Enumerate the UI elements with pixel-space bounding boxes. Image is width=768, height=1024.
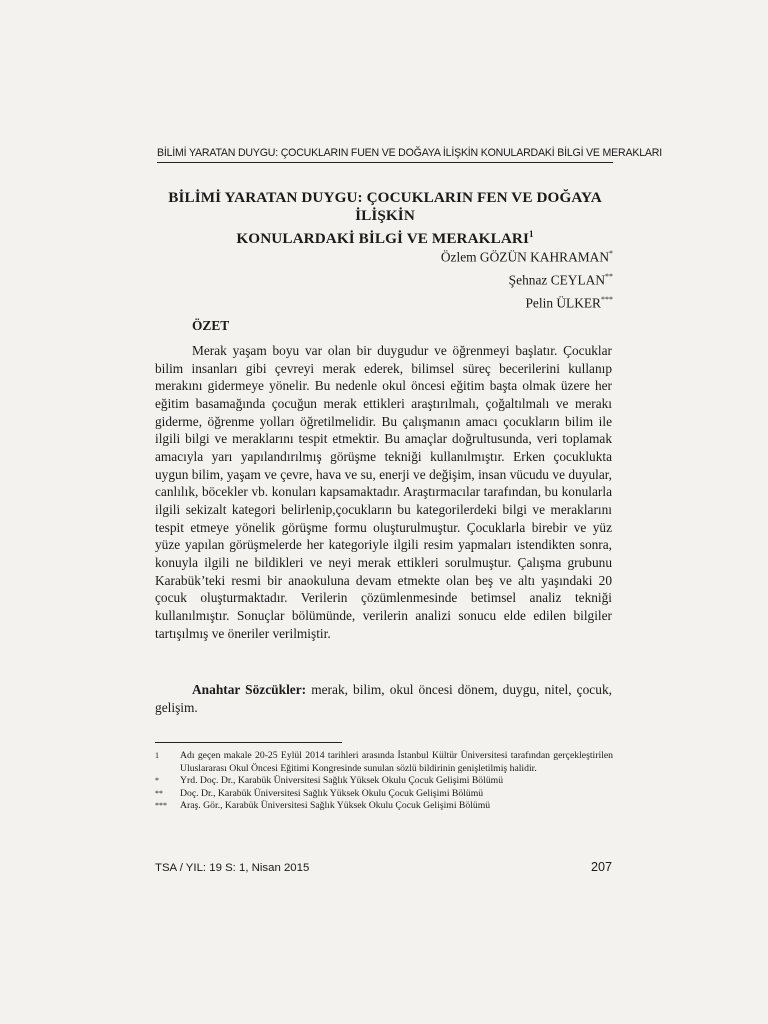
page-footer (155, 860, 612, 874)
footnote (155, 775, 613, 788)
footnote-mark: ** (155, 788, 163, 798)
article-title (150, 189, 620, 248)
author-mark: ** (605, 271, 613, 281)
journal-info: TSA / YIL: 19 S: 1, Nisan 2015 (155, 862, 310, 874)
author-name: Özlem GÖZÜN KAHRAMAN (440, 249, 609, 265)
title-line-1: BİLİMİ YARATAN DUYGU: ÇOCUKLARIN FEN VE DOĞAYA İLİŞKİN (168, 189, 602, 224)
footnote (155, 800, 613, 813)
footnote-divider (155, 742, 342, 743)
author-name: Şehnaz CEYLAN (508, 272, 605, 288)
author-mark: *** (601, 294, 613, 304)
author (441, 267, 613, 290)
footnote-text: Yrd. Doç. Dr., Karabük Üniversitesi Sağlık Yüksek Okulu Çocuk Gelişimi Bölümü (180, 775, 504, 787)
author (441, 244, 613, 267)
title-line-2: KONULARDAKİ BİLGİ VE MERAKLARI (236, 230, 529, 248)
author-mark: * (609, 249, 613, 258)
author (441, 290, 613, 313)
footnotes (155, 750, 613, 813)
keywords (155, 681, 612, 717)
keywords-text: merak, bilim, okul öncesi dönem, duygu, nitel, çocuk, gelişim. (155, 682, 612, 715)
keywords-label: Anahtar Sözcükler: (192, 682, 307, 697)
footnote-text: Adı geçen makale 20-25 Eylül 2014 tarihleri arasında İstanbul Kültür Üniversitesi tarafından gerçekleştirilen Uluslararası Okul Öncesi Eğitimi Kongresinde sunulan sözlü bildirinin genişletilmiş halidir. (180, 750, 613, 774)
abstract-heading: ÖZET (192, 318, 230, 333)
footnote-text: Doç. Dr., Karabük Üniversitesi Sağlık Yüksek Okulu Çocuk Gelişimi Bölümü (180, 787, 484, 799)
footnote (155, 788, 613, 801)
footnote-text: Araş. Gör., Karabük Üniversitesi Sağlık Yüksek Okulu Çocuk Gelişimi Bölümü (180, 800, 491, 812)
running-head: BİLİMİ YARATAN DUYGU: ÇOCUKLARIN FUEN VE DOĞAYA İLİŞKİN KONULARDAKİ BİLGİ VE MERAKLARI (157, 147, 613, 163)
title-footnote-mark: 1 (528, 229, 534, 239)
footnote (155, 750, 613, 775)
abstract-text: Merak yaşam boyu var olan bir duygudur ve öğrenmeyi başlatır. Çocuklar bilim insanları gibi çevreyi merak ederek, bilimsel süreç becerilerini kullanıp merakını gidermeye yönelir. Bu nedenle okul öncesi eğitim başta olmak üzere her eğitim basamağında çocuğun merak ettikleri araştırılmalı, çoğaltılmalı ve merakı giderme, öğrenme yolları öğretilmelidir. Bu çalışmanın amacı çocukların bilim ile ilgili bilgi ve meraklarını tespit etmektir. Bu amaçlar doğrultusunda, veri toplamak amacıyla yarı yapılandırılmış görüşme tekniği kullanılmıştır. Erken çocuklukta uygun bilim, yaşam ve çevre, hava ve su, enerji ve değişim, insan vücudu ve duyular, canlılık, böcekler vb. konuları kapsamaktadır. Araştırmacılar tarafından, bu konularla ilgili sekizalt kategori belirlenip,çocukların bu kategorilerdeki bilgi ve meraklarını tespit etmeye yönelik görüşme formu oluşturulmuştur. Çocuklarla birebir ve yüz yüze yapılan görüşmelerde her kategoriyle ilgili resim yapmaları istendikten sonra, konuyla ilgili ne bildikleri ve neyi merak ettikleri sorulmuştur. Çalışma grubunu Karabük’teki resmi bir anaokuluna devam etmekte olan beş ve altı yaşındaki 20 çocuk oluşturmaktadır. Verilerin çözümlenmesinde betimsel analiz tekniği kullanılmıştır. Sonuçlar bölümünde, verilerin analizi sonucu elde edilen bilgiler tartışılmış ve öneriler verilmiştir. (155, 343, 612, 641)
author-name: Pelin ÜLKER (525, 295, 601, 311)
footnote-mark: *** (155, 801, 167, 811)
page-number: 207 (590, 860, 612, 874)
footnote-mark: * (155, 776, 159, 786)
footnote-mark: 1 (155, 751, 159, 760)
author-list (441, 244, 613, 313)
